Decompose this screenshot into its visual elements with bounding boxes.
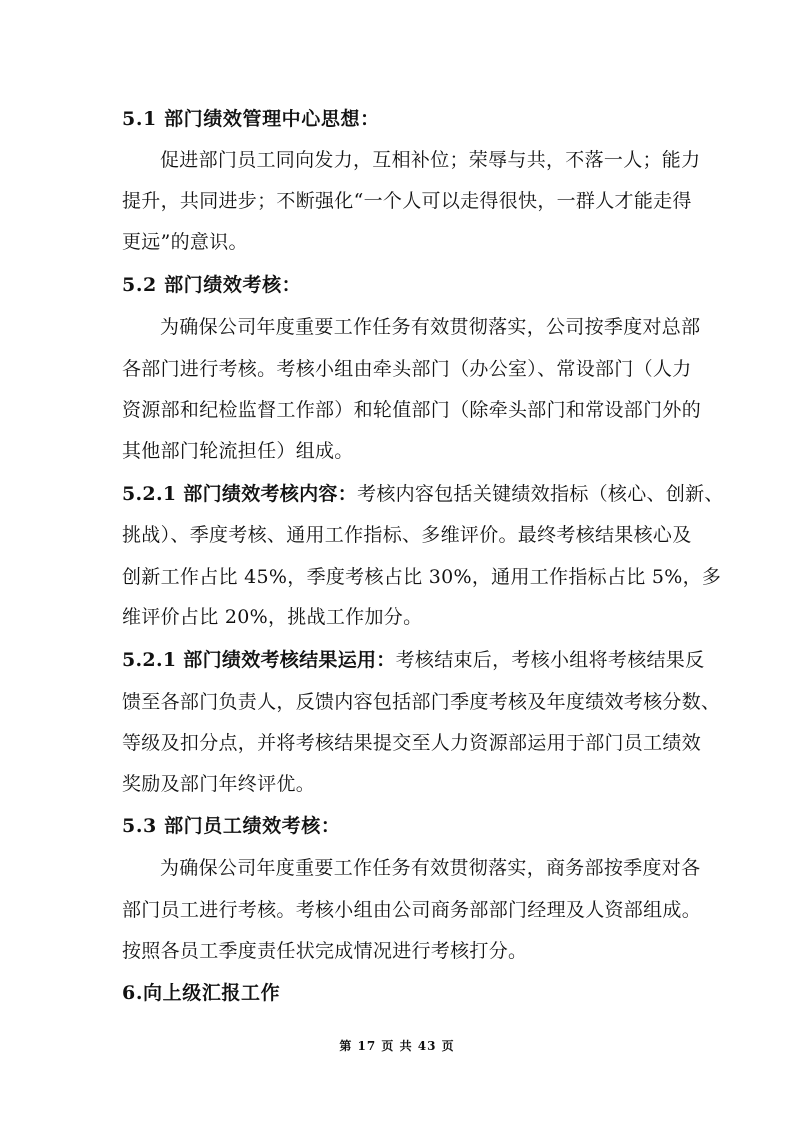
paragraph-line: 更远”的意识。 — [122, 231, 248, 253]
subsection-heading: 5.2.1 部门绩效考核内容： — [122, 483, 358, 505]
paragraph-line: 等级及扣分点，并将考核结果提交至人力资源部运用于部门员工绩效 — [122, 732, 702, 754]
section-heading-5-2: 5.2 部门绩效考核： — [122, 274, 302, 296]
paragraph-line: 各部门进行考核。考核小组由牵头部门（办公室）、常设部门（人力 — [122, 358, 692, 380]
section-heading-5-1: 5.1 部门绩效管理中心思想： — [122, 108, 380, 130]
subsection-heading: 5.2.1 部门绩效考核结果运用： — [122, 649, 396, 671]
paragraph-line: 奖励及部门年终评优。 — [122, 773, 316, 795]
paragraph-line: 为确保公司年度重要工作任务有效贯彻落实，公司按季度对总部 — [160, 316, 701, 338]
subsection-5-2-1-results — [122, 647, 704, 673]
paragraph-line: 为确保公司年度重要工作任务有效贯彻落实，商务部按季度对各 — [160, 857, 701, 879]
page-number-footer: 第 17 页 共 43 页 — [339, 1039, 455, 1053]
subsection-text: 考核内容包括关键绩效指标（核心、创新、 — [357, 483, 724, 505]
paragraph-line: 提升，共同进步；不断强化“一个人可以走得很快，一群人才能走得 — [122, 190, 692, 212]
paragraph-line: 部门员工进行考核。考核小组由公司商务部部门经理及人资部组成。 — [122, 899, 702, 921]
paragraph-line: 资源部和纪检监督工作部）和轮值部门（除牵头部门和常设部门外的 — [122, 399, 702, 421]
section-heading-6: 6.向上级汇报工作 — [122, 982, 281, 1004]
paragraph-line: 维评价占比 20%，挑战工作加分。 — [122, 606, 423, 628]
section-heading-5-3: 5.3 部门员工绩效考核： — [122, 815, 341, 837]
paragraph-line: 其他部门轮流担任）组成。 — [122, 440, 354, 462]
subsection-5-2-1-content — [122, 481, 724, 507]
paragraph-line: 促进部门员工同向发力，互相补位；荣辱与共，不落一人；能力 — [160, 149, 701, 171]
paragraph-line: 按照各员工季度责任状完成情况进行考核打分。 — [122, 940, 528, 962]
paragraph-line: 挑战）、季度考核、通用工作指标、多维评价。最终考核结果核心及 — [122, 524, 692, 546]
subsection-text: 考核结束后，考核小组将考核结果反 — [395, 649, 705, 671]
paragraph-line: 创新工作占比 45%，季度考核占比 30%，通用工作指标占比 5%，多 — [122, 566, 722, 588]
paragraph-line: 馈至各部门负责人，反馈内容包括部门季度考核及年度绩效考核分数、 — [122, 691, 721, 713]
